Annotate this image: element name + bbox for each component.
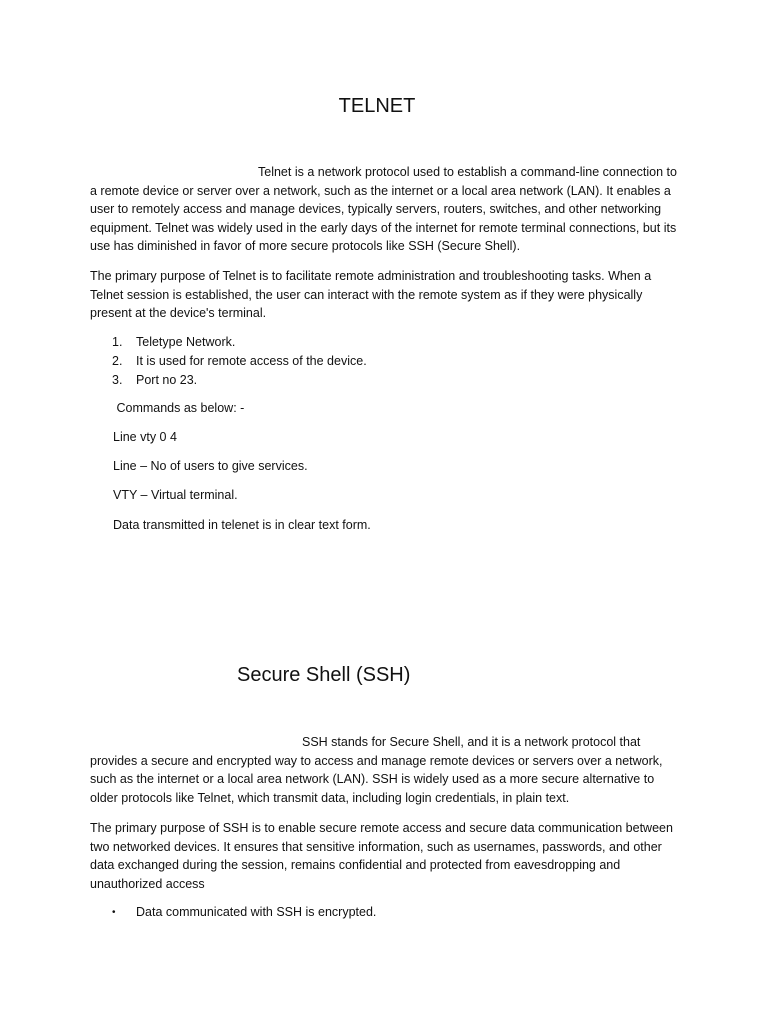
vty-definition: VTY – Virtual terminal. [113,488,238,502]
line-definition: Line – No of users to give services. [113,459,308,473]
list-item [112,903,376,922]
telnet-points-list [112,333,367,390]
ssh-intro-paragraph: SSH stands for Secure Shell, and it is a network protocol that provides a secure and encrypted way to access and manage remote devices or servers over a network, such as the internet or a local area network (LAN). SSH is widely used as a more secure alternative to older protocols like Telnet, which transmit data, including login credentials, in plain text. [90,735,663,805]
telnet-purpose-paragraph: The primary purpose of Telnet is to facilitate remote administration and troubleshooting tasks. When a Telnet session is established, the user can interact with the remote system as if they were physically present at the device's terminal. [90,269,652,321]
list-item-text: Data communicated with SSH is encrypted. [136,905,377,919]
list-item [112,352,367,371]
list-item [112,333,367,352]
list-item [112,371,367,390]
list-item-text: Port no 23. [136,373,198,387]
ssh-purpose-paragraph: The primary purpose of SSH is to enable secure remote access and secure data communication between two networked devices. It ensures that sensitive information, such as usernames, passwords, and other data exchanged during the session, remains confidential and protected from eavesdropping and unauthorized access [90,821,673,891]
list-number: 1. [112,335,123,349]
command-line-vty: Line vty 0 4 [113,430,177,444]
commands-label: Commands as below: - [113,401,245,415]
ssh-heading: Secure Shell (SSH) [237,664,411,686]
list-item-text: It is used for remote access of the device. [136,354,367,368]
bullet-icon: • [112,907,116,918]
clear-text-note: Data transmitted in telenet is in clear text form. [113,518,371,532]
list-item-text: Teletype Network. [136,335,236,349]
list-number: 3. [112,373,123,387]
telnet-heading: TELNET [338,95,416,117]
ssh-bullet-list [112,903,376,922]
list-number: 2. [112,354,123,368]
telnet-intro-paragraph: Telnet is a network protocol used to establish a command-line connection to a remote device or server over a network, such as the internet or a local area network (LAN). It enables a user to remotely access and manage devices, typically servers, routers, switches, and other networking equipment. Telnet was widely used in the early days of the internet for remote terminal connections, but its use has diminished in favor of more secure protocols like SSH (Secure Shell). [90,165,677,254]
